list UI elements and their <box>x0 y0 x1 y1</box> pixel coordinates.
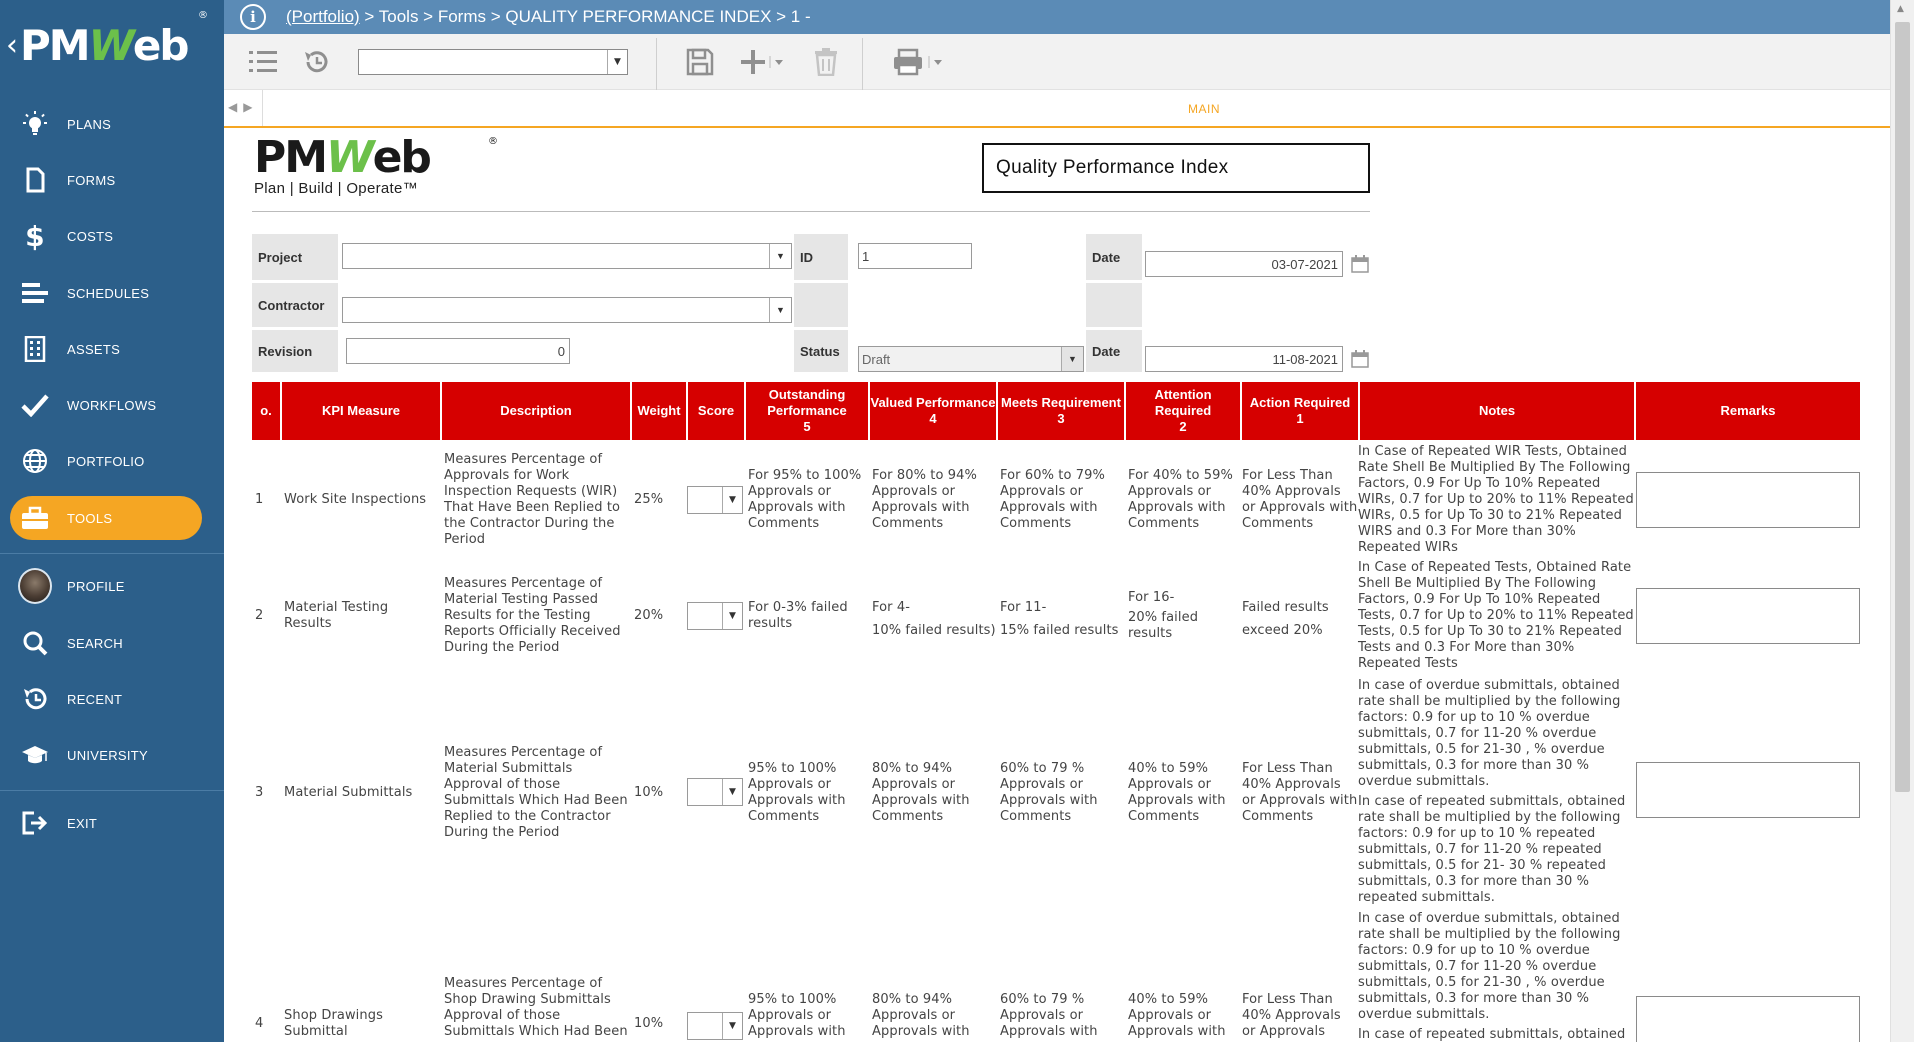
outstanding-criteria: 95% to 100% Approvals or Approvals with Comments <box>748 761 846 824</box>
sidebar-item-forms[interactable] <box>10 158 202 202</box>
meets-criteria: For 11- 15% failed results <box>1000 600 1119 638</box>
sidebar-item-label: ASSETS <box>67 341 121 357</box>
sidebar-item-tools[interactable] <box>10 496 202 540</box>
history-icon[interactable] <box>300 46 332 78</box>
globe-icon <box>18 447 52 475</box>
revision-label: Revision <box>252 330 338 372</box>
status-select[interactable]: Draft ▼ <box>858 346 1084 372</box>
breadcrumb-path: > Tools > Forms > QUALITY PERFORMANCE INDEX > 1 - <box>359 7 811 26</box>
kpi-description: Measures Percentage of Approvals for Work Inspection Requests (WIR) That Have Been Replied to the Contractor During the Period <box>444 452 621 547</box>
breadcrumb <box>286 7 811 27</box>
sidebar-item-label: PROFILE <box>67 578 125 594</box>
table-row <box>252 446 1860 554</box>
valued-criteria: For 80% to 94% Approvals or Approvals with Comments <box>872 468 977 531</box>
chevron-down-icon: ▼ <box>607 50 627 74</box>
add-dropdown-icon[interactable] <box>738 46 788 78</box>
sidebar-item-exit[interactable] <box>10 801 202 845</box>
row-number: 4 <box>255 1016 264 1031</box>
revision-field[interactable]: 0 <box>346 338 570 364</box>
score-select[interactable] <box>687 1012 743 1040</box>
kpi-notes: In Case of Repeated Tests, Obtained Rate Shell Be Multiplied By The Following Factors, 0.9 For Up To 10% Repeated Tests, 0.7 for Up to 20% to 11% Repeated Tests, 0.5 for Up To 30 to 21% Repeated Tests and 0.3 For More than 30% Repeated Tests <box>1358 560 1634 671</box>
attention-criteria: 40% to 59% Approvals or Approvals with <box>1128 992 1226 1039</box>
col-header-kpi: KPI Measure <box>282 382 442 440</box>
label-filler <box>794 283 848 327</box>
row-number: 3 <box>255 785 264 800</box>
sidebar-item-label: COSTS <box>67 228 114 244</box>
kpi-weight: 10% <box>634 1016 664 1031</box>
sidebar-item-portfolio[interactable] <box>10 439 202 483</box>
form-divider <box>252 211 1370 212</box>
remarks-field[interactable] <box>1636 588 1860 644</box>
sidebar-item-university[interactable] <box>10 733 202 777</box>
avatar <box>18 568 52 604</box>
sidebar-item-label: RECENT <box>67 691 123 707</box>
sidebar <box>0 0 224 1042</box>
lightbulb-icon <box>18 110 52 138</box>
briefcase-icon <box>18 504 52 532</box>
sidebar-item-label: TOOLS <box>67 510 113 526</box>
toolbar-divider <box>862 38 863 90</box>
outstanding-criteria: For 95% to 100% Approvals or Approvals with Comments <box>748 468 862 531</box>
sidebar-divider <box>0 790 224 791</box>
form-title: Quality Performance Index <box>982 143 1370 193</box>
chevron-down-icon: ▼ <box>722 779 742 805</box>
score-select[interactable] <box>687 602 743 630</box>
kpi-notes: In case of overdue submittals, obtained rate shall be multiplied by the following factors: 0.9 for up to 10 % overdue submittals, 0.7 for 11-20 % overdue submittals, 0.5 for 21-30 , % overdue submittals, 0.3 for more than 30 % overdue submittals. In case of repeated submittals, obtained rate shall be multiplied by the following factors: 0.9 for up to 10 % repeated submittals, 0.7 for 11-20 % repeated submittals, 0.5 for 21- 30 % repeated submittals, 0.3 for more than 30 % repeated submittals. <box>1358 678 1626 905</box>
schedule-bars-icon <box>18 279 52 307</box>
sidebar-divider <box>0 553 224 554</box>
col-header-meets: Meets Requirement 3 <box>998 382 1126 440</box>
toolbar-divider <box>656 38 657 90</box>
dollar-icon: $ <box>25 219 45 253</box>
status-label: Status <box>794 330 848 372</box>
back-chevron-icon[interactable]: ‹ <box>6 27 18 63</box>
outstanding-criteria: 95% to 100% Approvals or Approvals with <box>748 992 846 1039</box>
search-icon <box>18 629 52 657</box>
chevron-down-icon: ▼ <box>769 244 791 268</box>
sidebar-item-label: UNIVERSITY <box>67 747 149 763</box>
sidebar-item-label: FORMS <box>67 172 116 188</box>
remarks-field[interactable] <box>1636 996 1860 1042</box>
sidebar-item-label: SCHEDULES <box>67 285 150 301</box>
date-label: Date <box>1086 234 1142 280</box>
tab-divider <box>262 90 263 126</box>
toolbar <box>224 34 1890 90</box>
chevron-down-icon: ▼ <box>769 298 791 322</box>
history-icon <box>18 685 52 713</box>
row-number: 2 <box>255 608 264 623</box>
table-row <box>252 912 1860 1042</box>
breadcrumb-portfolio-link[interactable]: (Portfolio) <box>286 7 360 26</box>
attention-criteria: For 16- 20% failed results <box>1128 590 1199 641</box>
kpi-measure: Shop Drawings Submittal <box>284 1008 383 1039</box>
col-header-score: Score <box>688 382 746 440</box>
kpi-notes: In case of overdue submittals, obtained rate shall be multiplied by the following factors: 0.9 for up to 10 % overdue submittals, 0.7 for 11-20 % overdue submittals, 0.5 for 21-30 , % overdue submittals, 0.3 for more than 30 % overdue submittals. In case of repeated submittals, obtained <box>1358 912 1626 1042</box>
sidebar-item-schedules[interactable] <box>10 271 202 315</box>
form-logo-tagline: Plan | Build | Operate™ <box>254 180 418 197</box>
print-dropdown-icon[interactable] <box>892 46 948 78</box>
checkmark-icon <box>18 391 52 419</box>
kpi-description: Measures Percentage of Material Submittals Approval of those Submittals Which Had Been Replied to the Contractor During the Period <box>444 745 628 840</box>
exit-icon <box>18 809 52 837</box>
kpi-weight: 25% <box>634 492 664 507</box>
sidebar-item-workflows[interactable] <box>10 383 202 427</box>
col-header-remarks: Remarks <box>1636 382 1860 440</box>
remarks-field[interactable] <box>1636 762 1860 818</box>
kpi-description: Measures Percentage of Shop Drawing Submittals Approval of those Submittals Which Had Been <box>444 976 628 1039</box>
outstanding-criteria: For 0-3% failed results <box>748 600 848 631</box>
col-header-action: Action Required 1 <box>1242 382 1360 440</box>
col-header-no: o. <box>252 382 282 440</box>
sidebar-item-profile[interactable] <box>10 564 202 608</box>
kpi-description: Measures Percentage of Material Testing Passed Results for the Testing Reports Officially Received During the Period <box>444 576 621 655</box>
remarks-field[interactable] <box>1636 472 1860 528</box>
score-select[interactable] <box>687 778 743 806</box>
contractor-label: Contractor <box>252 283 338 327</box>
date-field[interactable]: 03-07-2021 <box>1145 251 1343 277</box>
col-header-valued: Valued Performance 4 <box>870 382 998 440</box>
calendar-icon[interactable] <box>1351 255 1369 273</box>
graduation-cap-icon <box>18 741 52 769</box>
date-label: Date <box>1086 330 1142 372</box>
meets-criteria: For 60% to 79% Approvals or Approvals with Comments <box>1000 468 1105 531</box>
sidebar-item-costs[interactable] <box>10 214 202 258</box>
meets-criteria: 60% to 79 % Approvals or Approvals with Comments <box>1000 761 1098 824</box>
kpi-measure: Material Submittals <box>284 785 413 800</box>
kpi-notes: In Case of Repeated WIR Tests, Obtained Rate Shell Be Multiplied By The Following Factors, 0.9 For Up To 10% Repeated WIRs, 0.7 for Up to 20% to 11% Repeated WIRs, 0.5 for Up To 30 to 21% Repeated WIRS and 0.3 For More than 30% Repeated WIRs <box>1358 444 1634 555</box>
sidebar-item-label: SEARCH <box>67 635 123 651</box>
sidebar-item-label: PORTFOLIO <box>67 453 145 469</box>
kpi-table-header <box>252 382 1860 440</box>
vertical-scrollbar[interactable] <box>1890 0 1914 1042</box>
calendar-icon[interactable] <box>1351 350 1369 368</box>
sidebar-item-label: WORKFLOWS <box>67 397 157 413</box>
id-label: ID <box>794 234 848 280</box>
attention-criteria: For 40% to 59% Approvals or Approvals with Comments <box>1128 468 1233 531</box>
sidebar-item-label: EXIT <box>67 815 98 831</box>
action-criteria: Failed results exceed 20% <box>1242 600 1329 638</box>
col-header-description: Description <box>442 382 632 440</box>
sidebar-item-label: PLANS <box>67 116 112 132</box>
sidebar-item-search[interactable] <box>10 621 202 665</box>
form-logo: PMWeb Plan | Build | Operate™ ® <box>254 136 504 204</box>
table-row <box>252 678 1860 908</box>
col-header-attention: Attention Required 2 <box>1126 382 1242 440</box>
document-icon <box>18 166 52 194</box>
sidebar-item-recent[interactable] <box>10 677 202 721</box>
project-label: Project <box>252 234 338 280</box>
info-icon[interactable]: i <box>240 4 266 30</box>
col-header-outstanding: Outstanding Performance 5 <box>746 382 870 440</box>
meets-criteria: 60% to 79 % Approvals or Approvals with <box>1000 992 1098 1039</box>
scroll-up-icon[interactable]: ▲ <box>1897 4 1904 14</box>
action-criteria: For Less Than 40% Approvals or Approvals <box>1242 992 1341 1039</box>
valued-criteria: For 4- 10% failed results) <box>872 600 996 638</box>
action-criteria: For Less Than 40% Approvals or Approvals with Comments <box>1242 468 1358 531</box>
save-icon[interactable] <box>684 46 716 78</box>
date-field[interactable]: 11-08-2021 <box>1145 346 1343 372</box>
kpi-measure: Material Testing Results <box>284 600 389 631</box>
kpi-weight: 20% <box>634 608 664 623</box>
tab-main[interactable]: MAIN <box>1188 102 1220 116</box>
sidebar-item-assets[interactable] <box>10 327 202 371</box>
tab-strip <box>224 90 1890 128</box>
project-select[interactable] <box>342 243 792 269</box>
top-bar <box>224 0 1890 34</box>
valued-criteria: 80% to 94% Approvals or Approvals with Comments <box>872 761 970 824</box>
valued-criteria: 80% to 94% Approvals or Approvals with <box>872 992 970 1039</box>
attention-criteria: 40% to 59% Approvals or Approvals with Comments <box>1128 761 1226 824</box>
chevron-down-icon: ▼ <box>722 603 742 629</box>
app-logo[interactable]: ‹ PMWeb ® <box>6 10 208 70</box>
tab-scroll-arrows-icon[interactable]: ◀▶ <box>228 100 259 114</box>
contractor-select[interactable] <box>342 297 792 323</box>
chevron-down-icon: ▼ <box>1061 347 1083 371</box>
chevron-down-icon: ▼ <box>722 487 742 513</box>
col-header-notes: Notes <box>1360 382 1636 440</box>
building-icon <box>18 335 52 363</box>
col-header-weight: Weight <box>632 382 688 440</box>
score-select[interactable] <box>687 486 743 514</box>
kpi-measure: Work Site Inspections <box>284 492 427 507</box>
view-select[interactable] <box>358 49 628 75</box>
sidebar-item-plans[interactable] <box>10 102 202 146</box>
label-filler <box>1086 283 1142 327</box>
action-criteria: For Less Than 40% Approvals or Approvals with Comments <box>1242 761 1358 824</box>
kpi-weight: 10% <box>634 785 664 800</box>
delete-icon[interactable] <box>812 46 840 78</box>
row-number: 1 <box>255 492 264 507</box>
chevron-down-icon: ▼ <box>722 1013 742 1039</box>
list-view-icon[interactable] <box>248 46 280 78</box>
scrollbar-thumb[interactable] <box>1895 22 1910 792</box>
table-row <box>252 560 1860 672</box>
id-field[interactable]: 1 <box>858 243 972 269</box>
